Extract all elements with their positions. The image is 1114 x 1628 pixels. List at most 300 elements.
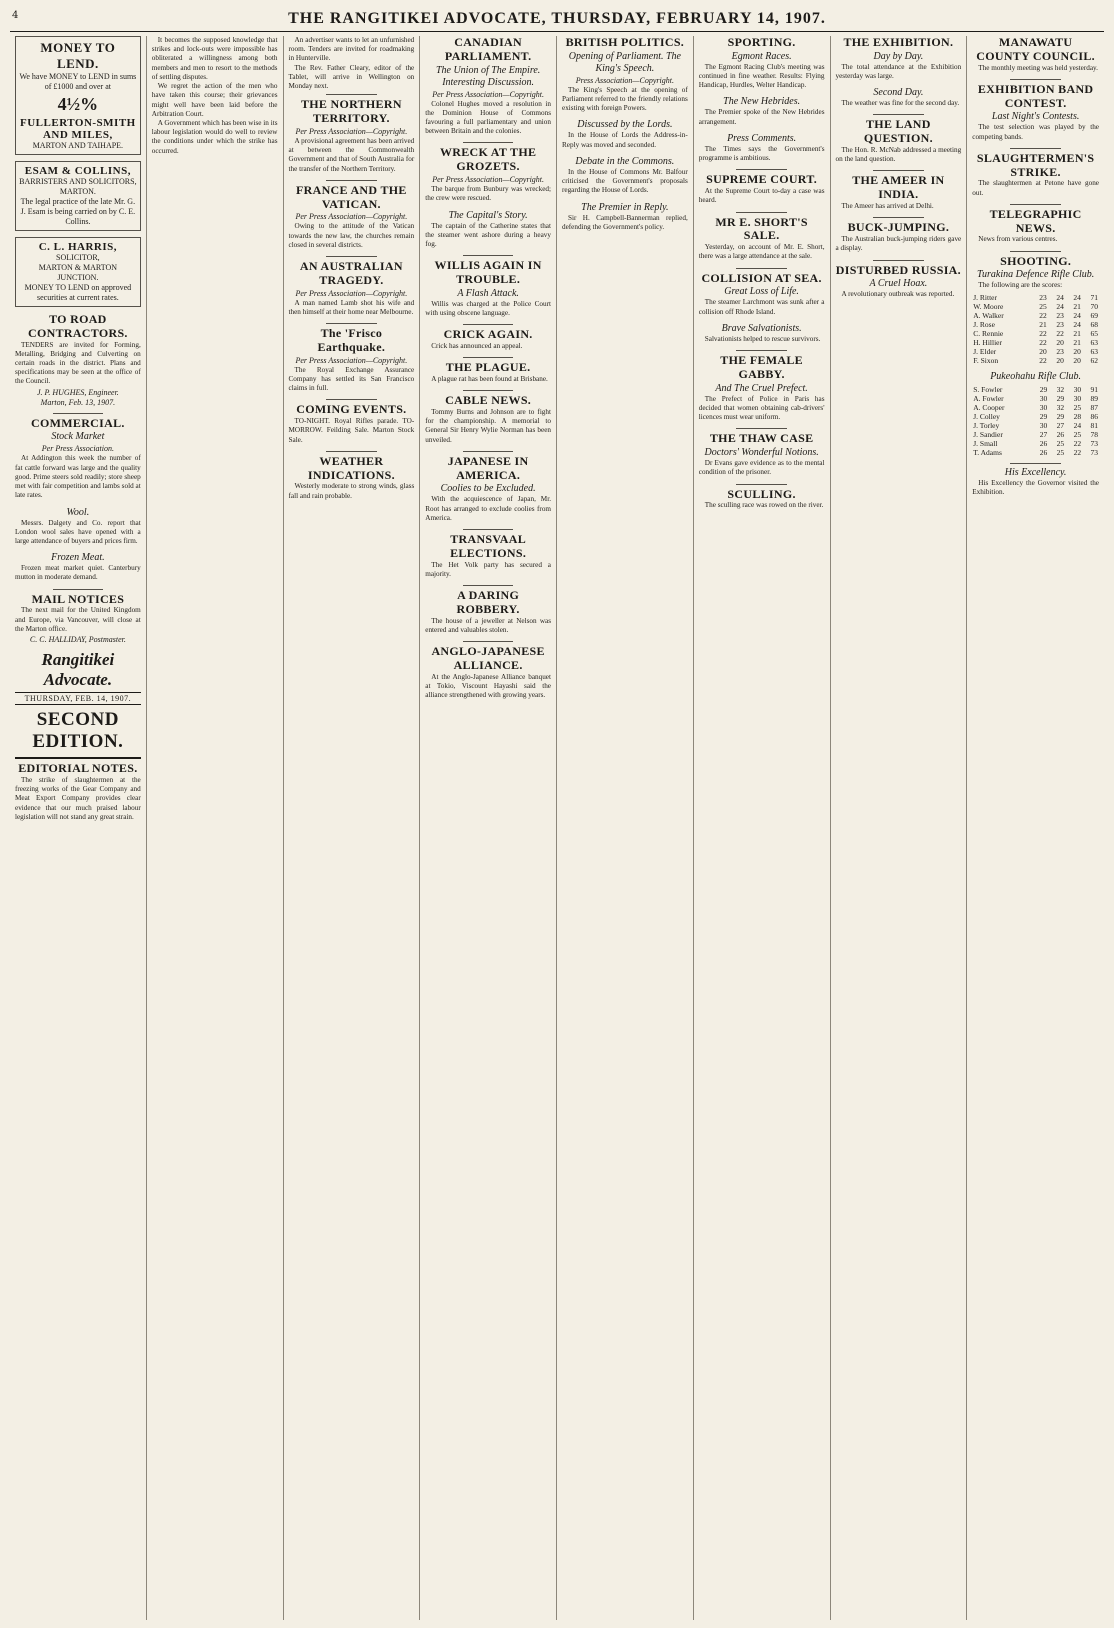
short-text: Yesterday, on account of Mr. E. Short, there was a large attendance at the sale. (698, 243, 825, 261)
score-row (972, 421, 1099, 430)
strike-article (972, 152, 1099, 198)
japanese-title: JAPANESE IN AMERICA. (447, 453, 529, 482)
score-cell: 26 (1039, 447, 1048, 457)
frozen-text: Frozen meat market quiet. Canterbury mutton in moderate demand. (15, 564, 141, 582)
alliance-title: ANGLO-JAPANESE ALLIANCE. (431, 644, 545, 672)
second-text: The weather was fine for the second day. (841, 99, 960, 108)
score-cell: 22 (1056, 328, 1064, 338)
shooter-name: W. Moore (973, 301, 1004, 311)
commons-title: Debate in the Commons. (575, 155, 675, 167)
sporting-text: The Egmont Racing Club's meeting was continued in fine weather. Results: Flying Handicap, Hurdles, Welter Handicap. (698, 62, 825, 90)
canadian-parliament-article (425, 36, 551, 136)
turakina-scores-table (972, 293, 1099, 365)
score-cell: 20 (1073, 355, 1081, 365)
score-cell: 73 (1090, 447, 1098, 457)
score-cell: 21 (1073, 301, 1081, 311)
esam-role: BARRISTERS AND SOLICITORS, MARTON. (19, 177, 137, 196)
sporting-article (699, 36, 825, 90)
score-cell: 89 (1090, 393, 1098, 403)
banner-date: THURSDAY, FEB. 14, 1907. (15, 692, 141, 705)
crick-title: CRICK AGAIN. (443, 327, 533, 342)
score-cell: 22 (1039, 337, 1047, 347)
wool-text: Messrs. Dalgety and Co. report that London wool sales have opened with a large attendance of buyers and prices firm. (15, 518, 141, 546)
capital-text: The captain of the Catherine states that the steamer went ashore during a heavy fog. (425, 221, 551, 248)
masthead (10, 6, 1104, 32)
shooter-name: J. Small (973, 438, 998, 448)
buck-text: The Australian buck-jumping riders gave a display. (835, 235, 962, 253)
exhibition-title: THE EXHIBITION. (843, 36, 954, 49)
premier-title: The Premier in Reply. (581, 201, 669, 213)
exhibition-text: The total attendance at the Exhibition yesterday was large. (835, 62, 962, 81)
score-cell: 24 (1073, 319, 1081, 329)
band-sub: Last Night's Contests. (991, 111, 1080, 123)
score-cell: 30 (1039, 402, 1048, 412)
score-cell: 21 (1039, 319, 1047, 329)
wreck-pa: Per Press Association—Copyright. (432, 175, 545, 185)
cable-news-article (425, 394, 551, 445)
column-2 (147, 36, 284, 1620)
frisco-text: The Royal Exchange Assurance Company has settled its San Francisco claims in full. (288, 365, 415, 393)
banner-title: Rangitikei Advocate. (41, 650, 115, 690)
mail-sign: C. C. HALLIDAY, Postmaster. (29, 635, 126, 645)
score-cell: 91 (1090, 384, 1098, 394)
willis-title: WILLIS AGAIN IN TROUBLE. (434, 258, 542, 286)
commons-article (562, 156, 688, 196)
editorial-title: EDITORIAL NOTES. (18, 761, 138, 776)
ameer-title: THE AMEER IN INDIA. (852, 173, 945, 202)
score-row (972, 394, 1099, 403)
score-cell: 28 (1073, 411, 1082, 421)
score-cell: 21 (1073, 328, 1081, 338)
contractors-text: TENDERS are invited for Forming, Metalling, Bridging and Culverting on certain roads in the district. Plans and specifications may be seen at the office of the Council. (15, 340, 141, 386)
telegraphic-title: TELEGRAPHIC NEWS. (989, 206, 1082, 235)
score-cell: 23 (1056, 346, 1064, 356)
canadian-pa: Per Press Association—Copyright. (432, 89, 545, 99)
frisco-pa: Per Press Association—Copyright. (295, 355, 408, 365)
comments-article (699, 133, 825, 163)
contractors-date: Marton, Feb. 13, 1907. (40, 397, 116, 407)
harris-ad (15, 237, 141, 307)
sporting-sub: Egmont Races. (731, 50, 792, 62)
premier-article (562, 202, 688, 232)
score-row (972, 385, 1099, 394)
australian-tragedy-article (289, 260, 415, 317)
esam-collins-ad (15, 161, 141, 231)
last-text: His Excellency the Governor visited the Exhibition. (972, 478, 1099, 496)
score-cell: 78 (1090, 429, 1098, 439)
columns (10, 36, 1104, 1620)
shooting-title: SHOOTING. (1000, 253, 1072, 268)
commercial-article (15, 417, 141, 501)
brave-title: Brave Salvationists. (721, 322, 802, 334)
frisco-title: The 'Frisco Earthquake. (317, 326, 386, 354)
score-cell: 73 (1090, 438, 1098, 448)
france-title: FRANCE AND THE VATICAN. (296, 182, 407, 211)
shooter-name: H. Hillier (973, 337, 1002, 347)
score-cell: 63 (1090, 337, 1098, 347)
road-contractors-ad (15, 313, 141, 407)
score-cell: 25 (1056, 438, 1065, 448)
land-title: THE LAND QUESTION. (863, 117, 933, 146)
last-title: His Excellency. (1004, 466, 1067, 478)
frisco-article (289, 327, 415, 393)
northern-pa: Per Press Association—Copyright. (295, 126, 408, 136)
score-cell: 29 (1056, 393, 1065, 403)
coming-title: COMING EVENTS. (296, 402, 407, 417)
robbery-title: A DARING ROBBERY. (456, 588, 520, 616)
commercial-sub: Stock Market (51, 431, 105, 443)
hebrides-title: The New Hebrides. (723, 96, 801, 108)
northern-text: A provisional agreement has been arrived at between the Commonwealth Government and that of South Australia for the transfer of the Northern Territory. (288, 136, 415, 173)
collision-title: COLLISION AT SEA. (701, 270, 822, 285)
robbery-text: The house of a jeweller at Nelson was entered and valuables stolen. (425, 616, 551, 634)
lords-article (562, 119, 688, 149)
comments-title: Press Comments. (727, 132, 797, 144)
commercial-title: COMMERCIAL. (31, 415, 125, 430)
capital-story-article (425, 210, 551, 250)
mail-text: The next mail for the United Kingdom and Europe, via Vancouver, will close at the Marton office. (15, 606, 141, 633)
russia-article (836, 264, 962, 300)
weather-indications (289, 455, 415, 501)
score-cell: 20 (1056, 355, 1064, 365)
score-row (972, 448, 1099, 457)
alliance-article (425, 645, 551, 700)
coming-events (289, 403, 415, 444)
money-ad-rate: 4½% (57, 94, 99, 114)
col3-body-2: The Rev. Father Cleary, editor of the Tablet, will arrive in Wellington on Monday next. (288, 63, 415, 91)
exhibition-article (836, 36, 962, 81)
band-text: The test selection was played by the competing bands. (972, 123, 1099, 141)
cable-title: CABLE NEWS. (445, 393, 532, 408)
score-cell: 22 (1039, 355, 1047, 365)
japanese-sub: Coolies to be Excluded. (440, 483, 536, 495)
column-6 (694, 36, 831, 1620)
canadian-sub: The Union of The Empire. Interesting Discussion. (435, 64, 541, 88)
shooter-name: A. Walker (973, 310, 1004, 320)
shooter-name: J. Torley (973, 420, 1000, 430)
score-cell: 30 (1039, 420, 1048, 430)
mail-title: MAIL NOTICES (31, 591, 125, 606)
tragedy-pa: Per Press Association—Copyright. (295, 288, 408, 298)
score-row (972, 338, 1099, 347)
buck-jumping-article (836, 221, 962, 253)
score-cell: 32 (1056, 402, 1065, 412)
collision-sub: Great Loss of Life. (724, 286, 799, 298)
thaw-text: Dr Evans gave evidence as to the mental condition of the prisoner. (698, 459, 825, 477)
capital-title: The Capital's Story. (448, 209, 528, 221)
score-cell: 68 (1090, 319, 1098, 329)
ameer-article (836, 174, 962, 211)
weather-text: Westerly moderate to strong winds, glass fall and rain probable. (288, 482, 415, 500)
score-cell: 29 (1056, 411, 1065, 421)
transvaal-title: TRANSVAAL ELECTIONS. (450, 532, 527, 560)
score-cell: 26 (1039, 438, 1048, 448)
northern-territory-article (289, 98, 415, 173)
column-5 (557, 36, 694, 1620)
british-politics-article (562, 36, 688, 113)
canadian-title: CANADIAN PARLIAMENT. (444, 36, 532, 63)
money-to-lend-ad (15, 36, 141, 155)
score-row (972, 347, 1099, 356)
shooting-article (972, 255, 1099, 365)
score-row (972, 403, 1099, 412)
col2-body-1: It becomes the supposed knowledge that strikes and lock-outs were impossible has obliterated a willingness among both members and men to resort to the methods of settling disputes. (151, 36, 278, 81)
score-row (972, 293, 1099, 302)
score-row (972, 329, 1099, 338)
money-ad-text: We have MONEY to LEND in sums of £1000 and over at (19, 72, 137, 91)
comments-text: The Times says the Government's programme is ambitious. (698, 144, 825, 163)
france-vatican-article (289, 184, 415, 250)
shooting-sub: Turakina Defence Rifle Club. (977, 269, 1095, 281)
northern-title: THE NORTHERN TERRITORY. (300, 97, 402, 126)
russia-title: DISTURBED RUSSIA. (835, 262, 961, 277)
harris-role: SOLICITOR, (56, 253, 100, 262)
score-cell: 24 (1073, 292, 1081, 302)
score-cell: 22 (1039, 310, 1047, 320)
score-row (972, 439, 1099, 448)
score-cell: 24 (1073, 420, 1082, 430)
politics-title: BRITISH POLITICS. (565, 36, 685, 49)
score-cell: 30 (1073, 384, 1082, 394)
shooter-name: J. Elder (973, 346, 997, 356)
second-day-article (836, 87, 962, 108)
second-title: Second Day. (873, 87, 924, 99)
female-gabby-article (699, 354, 825, 422)
wool-title: Wool. (66, 506, 90, 518)
land-text: The Hon. R. McNab addressed a meeting on the land question. (835, 146, 962, 164)
wreck-article (425, 146, 551, 203)
score-cell: 29 (1039, 384, 1048, 394)
sculling-article (699, 488, 825, 511)
pukeohahu-scores-table (972, 385, 1099, 457)
score-cell: 25 (1073, 429, 1082, 439)
tragedy-text: A man named Lamb shot his wife and then himself at their home near Melbourne. (288, 298, 415, 316)
shooter-name: J. Sandier (973, 429, 1003, 439)
band-contest-article (972, 83, 1099, 142)
score-cell: 71 (1090, 292, 1098, 302)
money-ad-title: MONEY TO LEND. (40, 40, 116, 71)
score-cell: 81 (1090, 420, 1098, 430)
shooter-name: S. Fowler (973, 384, 1003, 394)
score-cell: 24 (1056, 292, 1064, 302)
commons-text: In the House of Commons Mr. Balfour criticised the Government's proposals regarding the House of Lords. (562, 167, 688, 195)
japanese-text: With the acquiescence of Japan, Mr. Root has arranged to exclude coolies from America. (425, 495, 551, 522)
score-cell: 70 (1090, 301, 1098, 311)
esam-firm: ESAM & COLLINS, (24, 165, 131, 177)
money-ad-firm: FULLERTON-SMITH AND MILES, (20, 117, 136, 141)
hebrides-text: The Premier spoke of the New Hebrides arrangement. (698, 108, 825, 126)
robbery-article (425, 589, 551, 635)
strike-text: The slaughtermen at Petone have gone out. (972, 179, 1099, 197)
crick-article (425, 328, 551, 351)
score-cell: 65 (1090, 328, 1098, 338)
shooter-name: J. Colley (973, 411, 1000, 421)
score-cell: 24 (1056, 301, 1064, 311)
column-7 (831, 36, 968, 1620)
pukeohahu-article (972, 371, 1099, 457)
score-cell: 63 (1090, 346, 1098, 356)
supreme-court-article (699, 173, 825, 205)
score-cell: 25 (1039, 301, 1047, 311)
lords-text: In the House of Lords the Address-in-Reply was moved and seconded. (562, 131, 688, 149)
thaw-title: THE THAW CASE (709, 431, 814, 446)
wool-article (15, 507, 141, 547)
shooter-name: A. Fowler (973, 393, 1004, 403)
money-ad-place: MARTON AND TAIHAPE. (32, 141, 124, 150)
band-title: EXHIBITION BAND CONTEST. (977, 81, 1094, 110)
france-text: Owing to the attitude of the Vatican towards the new law, the churches remain closed in several districts. (288, 222, 415, 249)
cable-text: Tommy Burns and Johnson are to fight for the championship. A memorial to General Sir Henry Wylie Norman has been unveiled. (425, 408, 551, 444)
excellency-article (972, 467, 1099, 497)
frozen-title: Frozen Meat. (51, 552, 105, 564)
supreme-text: At the Supreme Court to-day a case was heard. (698, 187, 825, 205)
sporting-title: SPORTING. (727, 36, 796, 49)
russia-sub: A Cruel Hoax. (869, 278, 928, 290)
transvaal-text: The Het Volk party has secured a majority. (425, 560, 551, 578)
score-cell: 87 (1090, 402, 1098, 412)
score-cell: 23 (1056, 319, 1064, 329)
column-3 (284, 36, 421, 1620)
politics-text: The King's Speech at the opening of Parliament referred to the friendly relations existing with foreign Powers. (562, 85, 688, 113)
score-row (972, 320, 1099, 329)
score-cell: 30 (1039, 393, 1048, 403)
supreme-title: SUPREME COURT. (706, 172, 818, 187)
page-number: 4 (12, 10, 19, 21)
column-8 (967, 36, 1104, 1620)
score-cell: 27 (1056, 420, 1065, 430)
council-title: MANAWATU COUNTY COUNCIL. (976, 36, 1095, 63)
score-cell: 32 (1056, 384, 1065, 394)
score-cell: 25 (1056, 447, 1065, 457)
wreck-text: The barque from Bunbury was wrecked; the crew were rescued. (425, 185, 551, 203)
female-title: THE FEMALE GABBY. (720, 353, 803, 381)
shooter-name: T. Adams (973, 447, 1002, 457)
score-row (972, 311, 1099, 320)
editorial-text: The strike of slaughtermen at the freezing works of the Gear Company and Meat Export Company provides clear evidence that our much praised labour legislation will not stand any great strain. (15, 775, 141, 821)
col2-body-2: We regret the action of the men who have taken this course; their grievances might well have been laid before the Arbitration Court. (151, 82, 278, 118)
commercial-text: At Addington this week the number of fat cattle forward was large and the quality good. Prime steers sold readily; store sheep met with fair competition and lambs sold at late rates. (15, 454, 141, 500)
short-sale-article (699, 216, 825, 262)
score-cell: 22 (1073, 438, 1082, 448)
harris-place: MARTON & MARTON JUNCTION. (38, 263, 118, 282)
score-cell: 20 (1073, 346, 1081, 356)
paper-banner (15, 650, 141, 705)
willis-text: Willis was charged at the Police Court with using obscene language. (425, 299, 551, 317)
score-cell: 23 (1056, 310, 1064, 320)
score-cell: 27 (1039, 429, 1048, 439)
score-cell: 20 (1039, 346, 1047, 356)
shooter-name: J. Ritter (973, 292, 997, 302)
plague-title: THE PLAGUE. (445, 360, 531, 375)
ameer-text: The Ameer has arrived at Delhi. (841, 202, 934, 211)
alliance-text: At the Anglo-Japanese Alliance banquet at Tokio, Viscount Hayashi said the alliance strengthened with growing years. (425, 672, 551, 700)
willis-sub: A Flash Attack. (457, 287, 519, 299)
russia-text: A revolutionary outbreak was reported. (841, 290, 955, 299)
politics-sub: Opening of Parliament. The King's Speech. (568, 50, 681, 74)
score-cell: 22 (1039, 328, 1047, 338)
thaw-article (699, 432, 825, 477)
female-text: The Prefect of Police in Paris has decided that women obtaining cab-drivers' licences must wear uniform. (698, 394, 825, 422)
short-title: MR E. SHORT'S SALE. (715, 214, 808, 243)
score-cell: 21 (1073, 337, 1081, 347)
buck-title: BUCK-JUMPING. (847, 220, 950, 235)
score-cell: 62 (1090, 355, 1098, 365)
second-edition: SECOND EDITION. (32, 709, 124, 753)
collision-text: The steamer Larchmont was sunk after a collision off Rhode Island. (698, 298, 825, 316)
transvaal-article (425, 533, 551, 579)
crick-text: Crick has announced an appeal. (431, 341, 523, 350)
commercial-pa: Per Press Association. (41, 444, 114, 454)
masthead-title: THE RANGITIKEI ADVOCATE, THURSDAY, FEBRUARY 14, 1907. (288, 10, 826, 27)
thaw-sub: Doctors' Wonderful Notions. (704, 447, 819, 459)
lords-title: Discussed by the Lords. (577, 119, 673, 131)
score-row (972, 412, 1099, 421)
shooter-name: J. Rose (973, 319, 995, 329)
hebrides-article (699, 96, 825, 126)
col2-body-3: A Government which has been wise in its labour legislation would do well to review the conditions under which the strike has occurred. (151, 118, 278, 155)
brave-article (699, 323, 825, 344)
pukeohahu-title: Pukeohahu Rifle Club. (990, 370, 1082, 382)
score-cell: 69 (1090, 310, 1098, 320)
contractors-title: TO ROAD CONTRACTORS. (28, 312, 128, 340)
plague-text: A plague rat has been found at Brisbane. (431, 375, 548, 383)
shooter-name: F. Sixon (973, 355, 999, 365)
japanese-article (425, 455, 551, 523)
collision-article (699, 272, 825, 317)
score-cell: 30 (1073, 393, 1082, 403)
telegraphic-text: News from various centres. (978, 235, 1058, 244)
harris-text: MONEY TO LEND on approved securities at current rates. (24, 283, 132, 302)
score-cell: 24 (1073, 310, 1081, 320)
premier-text: Sir H. Campbell-Bannerman replied, defending the Government's policy. (562, 213, 688, 231)
frozen-article (15, 552, 141, 582)
land-question-article (836, 118, 962, 164)
score-cell: 29 (1039, 411, 1048, 421)
harris-firm: C. L. HARRIS, (38, 241, 118, 253)
column-1 (10, 36, 147, 1620)
score-cell: 25 (1073, 402, 1082, 412)
tragedy-title: AN AUSTRALIAN TRAGEDY. (299, 259, 403, 287)
plague-article (425, 361, 551, 384)
strike-title: SLAUGHTERMEN'S STRIKE. (976, 150, 1095, 179)
score-row (972, 302, 1099, 311)
france-pa: Per Press Association—Copyright. (295, 212, 408, 222)
council-text: The monthly meeting was held yesterday. (978, 63, 1098, 72)
score-cell: 22 (1073, 447, 1082, 457)
weather-title: WEATHER INDICATIONS. (307, 453, 395, 482)
sculling-title: SCULLING. (727, 486, 796, 501)
brave-text: Salvationists helped to rescue survivors. (704, 334, 821, 343)
mail-notices (15, 593, 141, 644)
shooter-name: A. Cooper (973, 402, 1005, 412)
column-4 (420, 36, 557, 1620)
esam-text: The legal practice of the late Mr. G. J. Esam is being carried on by C. E. Collins. (20, 197, 136, 226)
score-cell: 20 (1056, 337, 1064, 347)
telegraphic-article (972, 208, 1099, 245)
contractors-sign: J. P. HUGHES, Engineer. (36, 387, 119, 397)
wreck-title: WRECK AT THE GROZETS. (439, 145, 537, 174)
politics-pa: Press Association—Copyright. (575, 75, 674, 85)
exhibition-sub: Day by Day. (873, 50, 924, 62)
council-article (972, 36, 1099, 73)
coming-text: TO-NIGHT. Royal Rifles parade. TO-MORROW. Feilding Sale. Marton Stock Sale. (288, 417, 415, 444)
female-sub: And The Cruel Prefect. (715, 382, 808, 394)
willis-article (425, 259, 551, 318)
editorial-notes (15, 762, 141, 822)
score-row (972, 356, 1099, 365)
score-row (972, 430, 1099, 439)
score-cell: 86 (1090, 411, 1098, 421)
